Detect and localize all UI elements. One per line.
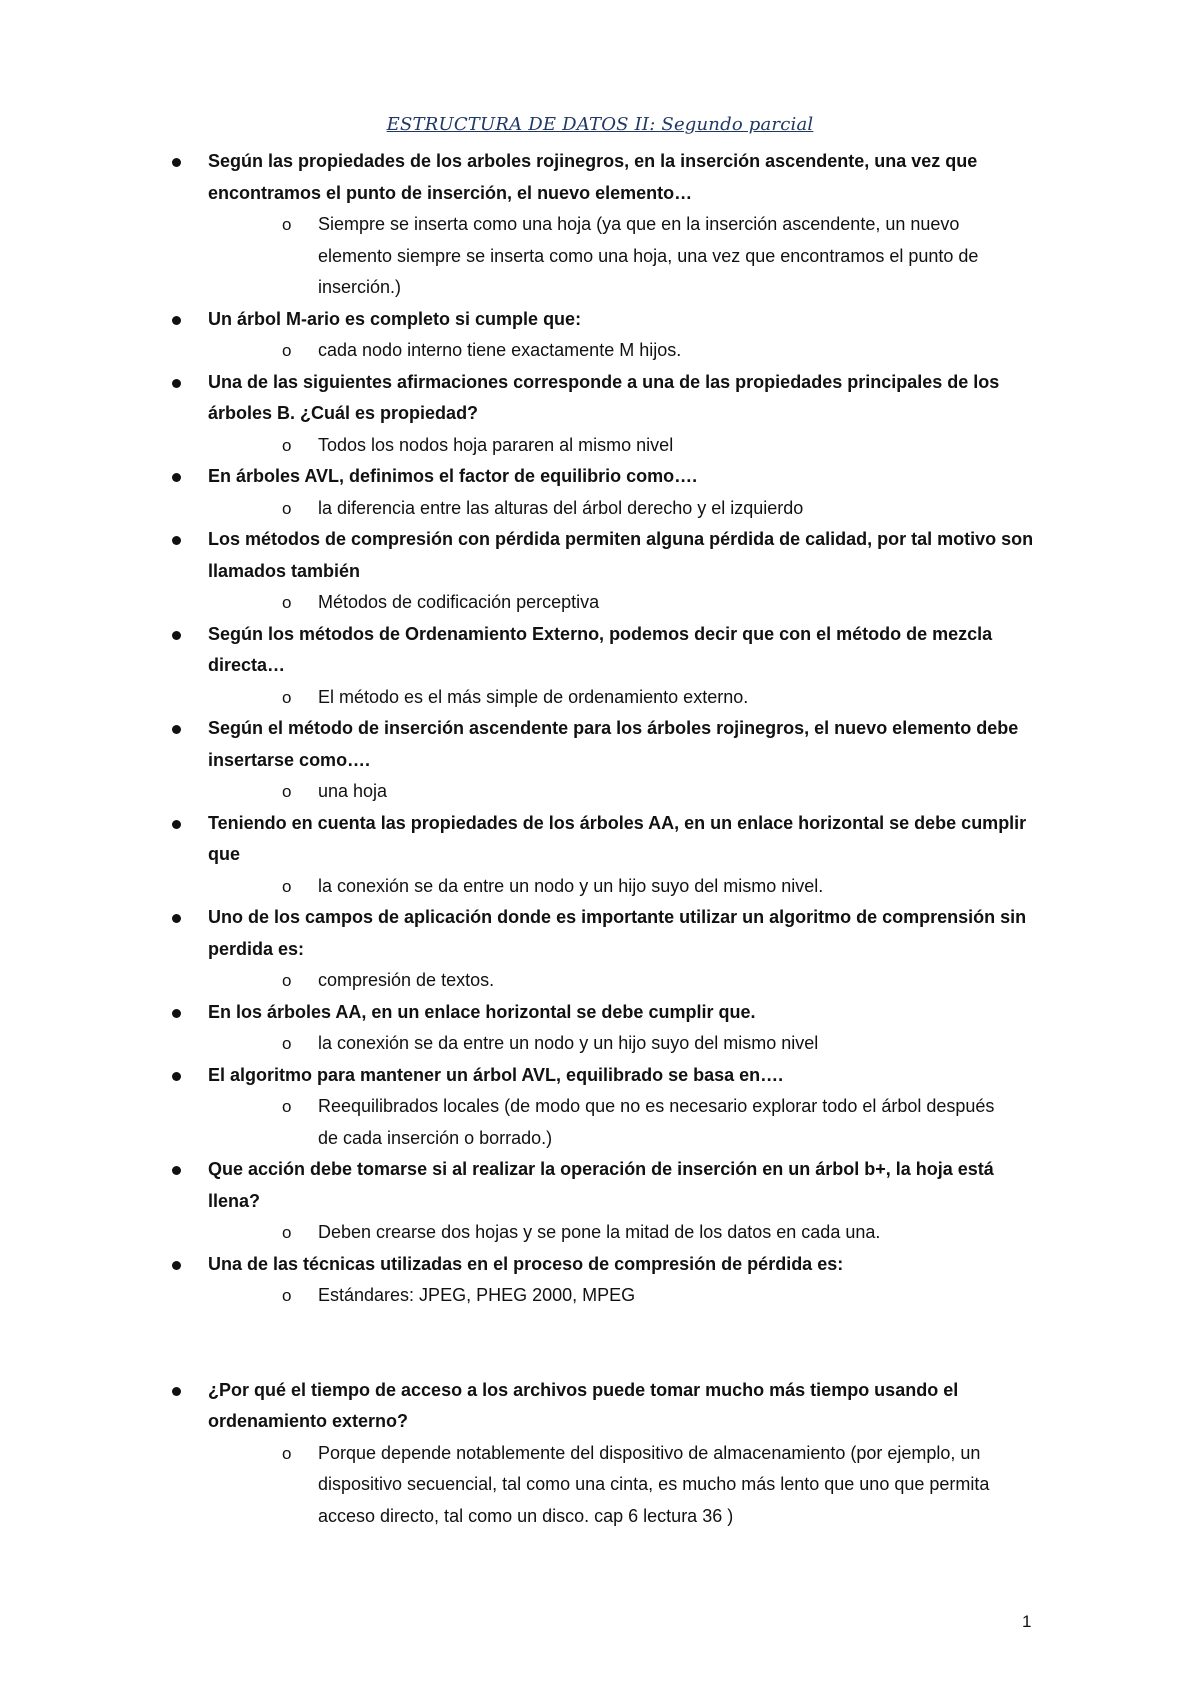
answer-text: El método es el más simple de ordenamiento externo.	[318, 686, 749, 707]
question-text: Según el método de inserción ascendente para los árboles rojinegros, el nuevo elemento debe insertarse como….	[208, 718, 1019, 770]
answer-marker: o	[282, 1286, 292, 1305]
answer-text: Estándares: JPEG, PHEG 2000, MPEG	[318, 1285, 636, 1305]
question-text: Una de las siguientes afirmaciones corresponde a una de las propiedades principales de los árboles B. ¿Cuál es propiedad?	[208, 371, 1000, 423]
bullet-icon	[172, 316, 181, 325]
answer-marker: o	[282, 498, 292, 518]
answer-text: la conexión se da entre un nodo y un hijo suyo del mismo nivel	[318, 1033, 819, 1053]
answer-marker: o	[282, 1034, 292, 1053]
question-text: Según las propiedades de los arboles rojinegros, en la inserción ascendente, una vez que encontramos el punto de inserción, el nuevo elemento…	[208, 151, 978, 203]
answer-text: Todos los nodos hoja pararen al mismo nivel	[318, 434, 674, 455]
question-text: Que acción debe tomarse si al realizar la operación de inserción en un árbol b+, la hoja está llena?	[208, 1159, 994, 1211]
bullet-icon	[172, 473, 181, 482]
bullet-icon	[172, 820, 181, 829]
bullet-icon	[172, 1166, 181, 1175]
bullet-icon	[172, 379, 181, 388]
answer-marker: o	[282, 1443, 292, 1463]
question-text: Uno de los campos de aplicación donde es importante utilizar un algoritmo de comprensión sin perdida es:	[208, 907, 1027, 959]
answer-text: cada nodo interno tiene exactamente M hijos.	[318, 340, 682, 360]
question-text: Según los métodos de Ordenamiento Externo, podemos decir que con el método de mezcla directa…	[208, 623, 993, 675]
answer-marker: o	[282, 435, 292, 455]
question-text: En los árboles AA, en un enlace horizontal se debe cumplir que.	[208, 1001, 756, 1022]
question-text: En árboles AVL, definimos el factor de equilibrio como….	[208, 466, 698, 486]
answer-marker: o	[282, 215, 292, 234]
answer-marker: o	[282, 1097, 292, 1116]
answer-text: una hoja	[318, 781, 388, 801]
bullet-icon	[172, 631, 181, 640]
page-number: 1	[1022, 1612, 1032, 1631]
bullet-icon	[172, 1387, 181, 1396]
answer-marker: o	[282, 782, 292, 801]
answer-marker: o	[282, 971, 292, 990]
bullet-icon	[172, 158, 181, 167]
answer-marker: o	[282, 876, 292, 896]
answer-text: Deben crearse dos hojas y se pone la mitad de los datos en cada una.	[318, 1222, 881, 1242]
bullet-icon	[172, 536, 181, 545]
answer-text: la conexión se da entre un nodo y un hijo suyo del mismo nivel.	[318, 875, 824, 896]
bullet-icon	[172, 914, 181, 923]
question-text: Un árbol M-ario es completo si cumple que:	[208, 308, 582, 329]
question-text: El algoritmo para mantener un árbol AVL, equilibrado se basa en….	[208, 1064, 784, 1085]
question-text: ¿Por qué el tiempo de acceso a los archivos puede tomar mucho más tiempo usando el ordenamiento externo?	[208, 1379, 959, 1431]
answer-marker: o	[282, 1223, 292, 1242]
answer-text: compresión de textos.	[318, 970, 495, 990]
question-text: Teniendo en cuenta las propiedades de los árboles AA, en un enlace horizontal se debe cumplir que	[208, 812, 1027, 864]
answer-text: Porque depende notablemente del dispositivo de almacenamiento (por ejemplo, un dispositivo secuencial, tal como una cinta, es mucho más lento que uno que permita acceso directo, tal como un disco. cap 6 lectura 36 )	[318, 1442, 990, 1526]
question-text: Una de las técnicas utilizadas en el proceso de compresión de pérdida es:	[208, 1253, 844, 1274]
answer-marker: o	[282, 593, 292, 612]
answer-marker: o	[282, 341, 292, 360]
answer-text: Reequilibrados locales (de modo que no es necesario explorar todo el árbol después de cada inserción o borrado.)	[318, 1096, 995, 1148]
answer-text: Siempre se inserta como una hoja (ya que en la inserción ascendente, un nuevo elemento siempre se inserta como una hoja, una vez que encontramos el punto de inserción.)	[318, 214, 979, 297]
question-text: Los métodos de compresión con pérdida permiten alguna pérdida de calidad, por tal motivo son llamados también	[208, 529, 1034, 581]
answer-text: la diferencia entre las alturas del árbol derecho y el izquierdo	[318, 497, 804, 518]
bullet-icon	[172, 1261, 181, 1270]
bullet-icon	[172, 725, 181, 734]
answer-text: Métodos de codificación perceptiva	[318, 592, 600, 612]
page-title: ESTRUCTURA DE DATOS II: Segundo parcial	[386, 114, 814, 135]
bullet-icon	[172, 1072, 181, 1081]
bullet-icon	[172, 1009, 181, 1018]
answer-marker: o	[282, 687, 292, 707]
